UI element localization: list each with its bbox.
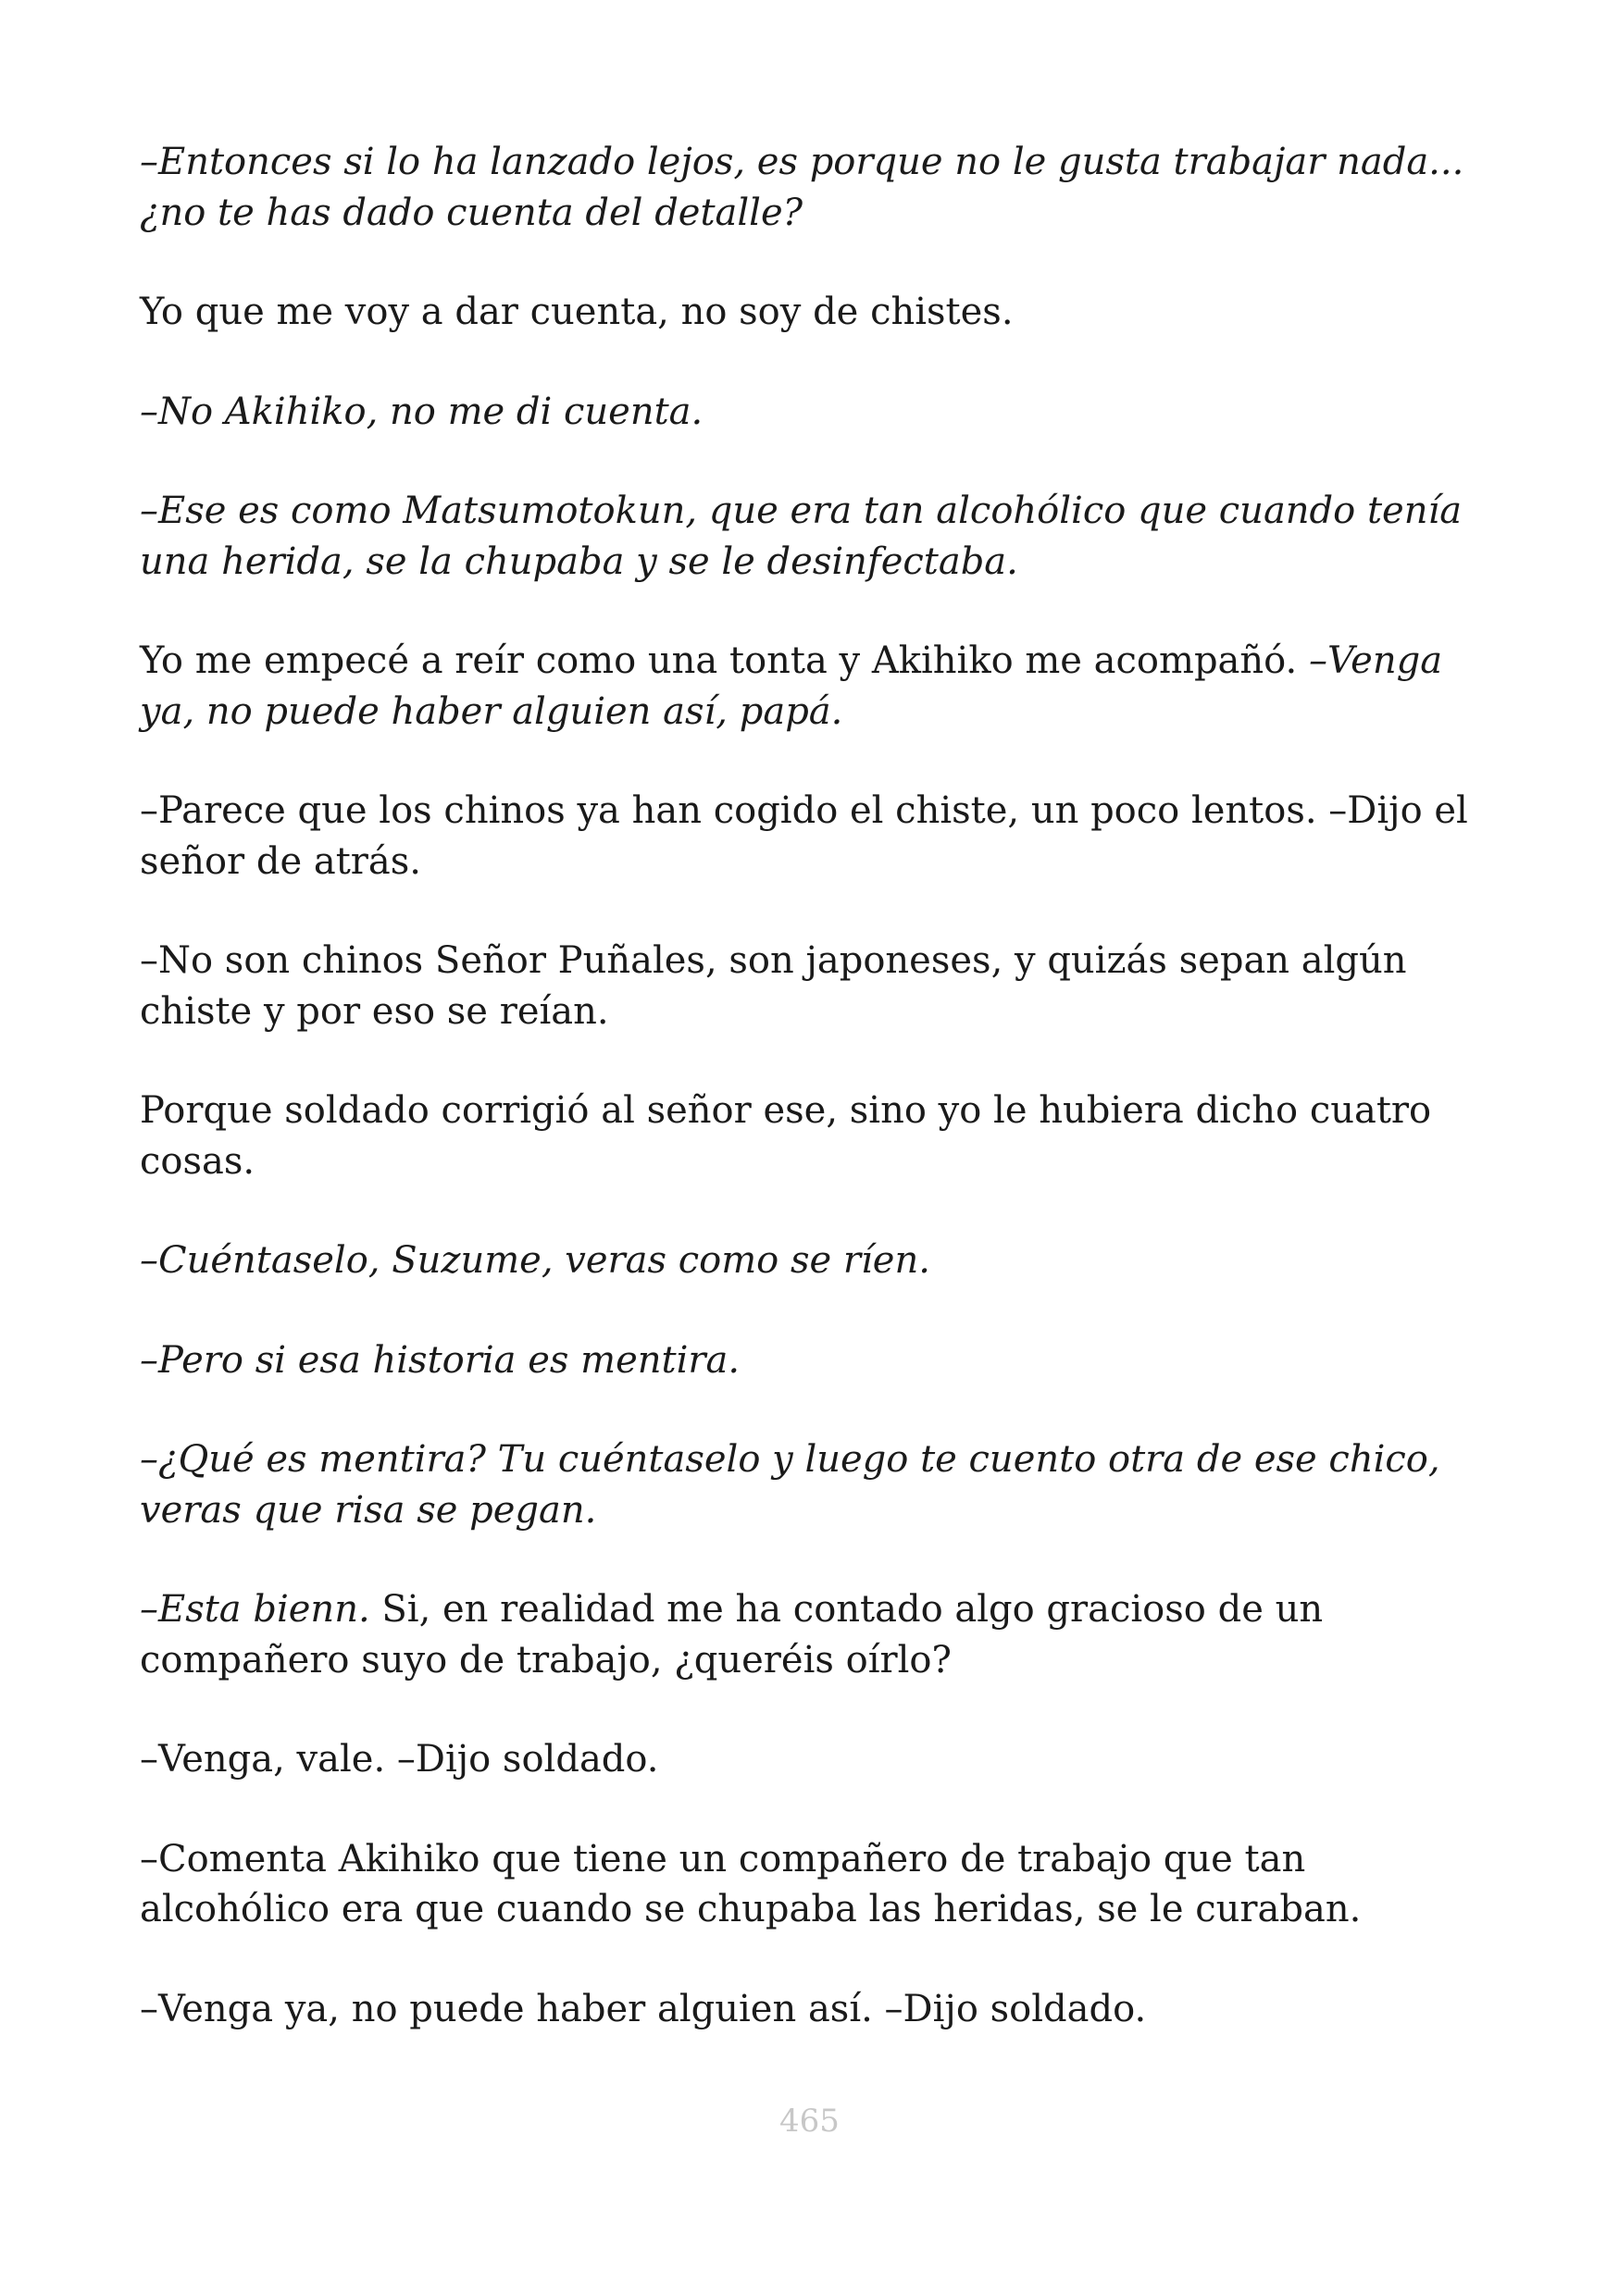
dialogue-text: –¿Qué es mentira? Tu cuéntaselo y luego te cuento otra de ese chico, veras que risa se pegan. [140, 1438, 1440, 1532]
dialogue-text: Si, en realidad me ha contado algo gracioso de un compañero suyo de trabajo, ¿queréis oírlo? [140, 1588, 1324, 1682]
paragraph-5 [140, 636, 1491, 737]
narration-text: Yo me empecé a reír como una tonta y Akihiko me acompañó. [140, 639, 1309, 682]
dialogue-text: –Esta bienn. [140, 1588, 370, 1631]
dialogue-text: –Parece que los chinos ya han cogido el chiste, un poco lentos. –Dijo el señor de atrás. [140, 789, 1468, 883]
dialogue-text: –Venga ya, no puede haber alguien así, papá. [140, 639, 1443, 733]
dialogue-text: –Comenta Akihiko que tiene un compañero de trabajo que tan alcohólico era que cuando se chupaba las heridas, se le curaban. [140, 1837, 1362, 1930]
paragraph-10 [140, 1335, 1491, 1386]
dialogue-text: –Pero si esa historia es mentira. [140, 1338, 741, 1382]
paragraph-2 [140, 287, 1491, 338]
paragraph-3 [140, 387, 1491, 438]
paragraph-12 [140, 1584, 1491, 1685]
paragraph-8 [140, 1086, 1491, 1186]
paragraph-13 [140, 1734, 1491, 1785]
paragraph-6 [140, 786, 1491, 887]
paragraph-15 [140, 1984, 1491, 2035]
dialogue-text: –No Akihiko, no me di cuenta. [140, 390, 704, 433]
paragraph-7 [140, 936, 1491, 1036]
dialogue-text: –Cuéntaselo, Suzume, veras como se ríen. [140, 1239, 930, 1282]
dialogue-text: –Entonces si lo ha lanzado lejos, es porque no le gusta trabajar nada... ¿no te has dado cuenta del detalle? [140, 141, 1464, 234]
narration-text: Yo que me voy a dar cuenta, no soy de chistes. [140, 291, 1014, 333]
paragraph-14 [140, 1834, 1491, 1935]
page-number: 465 [779, 2103, 840, 2140]
dialogue-text: –Venga, vale. –Dijo soldado. [140, 1738, 659, 1781]
body-text [140, 137, 1491, 2083]
dialogue-text: –Ese es como Matsumotokun, que era tan alcohólico que cuando tenía una herida, se la chupaba y se le desinfectaba. [140, 490, 1463, 583]
narration-text: Porque soldado corrigió al señor ese, sino yo le hubiera dicho cuatro cosas. [140, 1089, 1432, 1183]
paragraph-11 [140, 1434, 1491, 1535]
dialogue-text: –No son chinos Señor Puñales, son japoneses, y quizás sepan algún chiste y por eso se reían. [140, 939, 1407, 1033]
dialogue-text: –Venga ya, no puede haber alguien así. –Dijo soldado. [140, 1987, 1147, 2030]
paragraph-4 [140, 486, 1491, 587]
paragraph-1 [140, 137, 1491, 238]
paragraph-9 [140, 1235, 1491, 1286]
